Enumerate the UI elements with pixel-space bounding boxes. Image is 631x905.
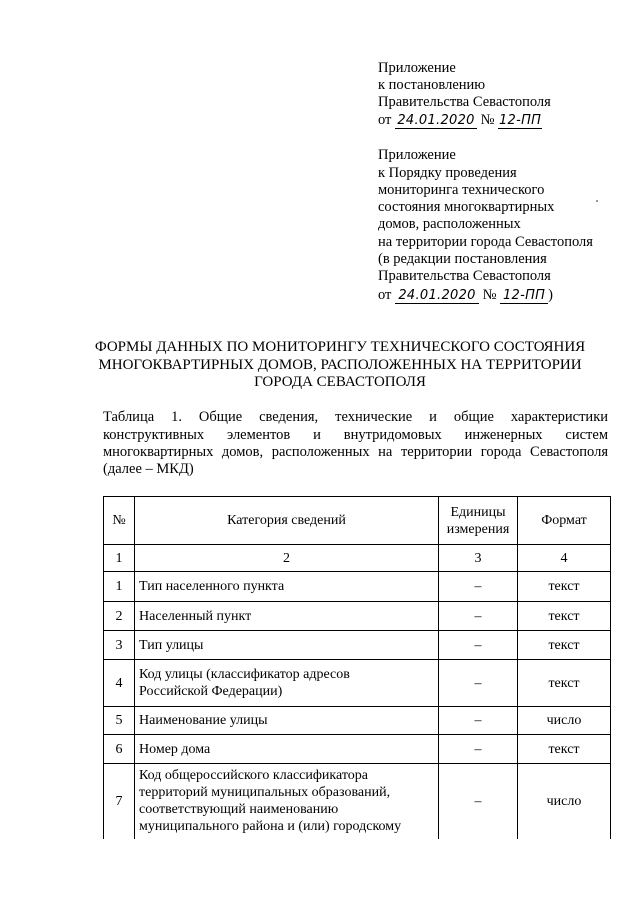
annex1-date-line bbox=[378, 112, 542, 129]
caption-line1: Таблица 1. Общие сведения, технические и общие характеристики bbox=[103, 409, 608, 425]
annex1-date-prefix: от bbox=[378, 112, 392, 128]
row-number: 1 bbox=[104, 572, 135, 602]
annex2-date-line bbox=[378, 287, 553, 304]
header-category: Категория сведений bbox=[135, 497, 439, 545]
row-category: Тип населенного пункта bbox=[135, 572, 439, 602]
index-cell: 1 bbox=[104, 545, 135, 572]
table-row bbox=[104, 572, 611, 602]
annex2-number-prefix: № bbox=[482, 287, 497, 303]
row-units: – bbox=[439, 660, 518, 707]
row-format: текст bbox=[518, 631, 611, 660]
row-number: 7 bbox=[104, 764, 135, 839]
caption-line2: конструктивных элементов и внутридомовых инженерных систем bbox=[103, 427, 608, 443]
table-index-row bbox=[104, 545, 611, 572]
row-category: Наименование улицы bbox=[135, 707, 439, 735]
annex1-line2: к постановлению bbox=[378, 77, 486, 93]
annex1-date-handwritten: 24.01.2020 bbox=[395, 114, 477, 129]
row-category-line: Российской Федерации) bbox=[139, 684, 283, 699]
index-cell: 4 bbox=[518, 545, 611, 572]
annex2-line1: Приложение bbox=[378, 147, 456, 163]
row-units: – bbox=[439, 735, 518, 764]
row-number: 4 bbox=[104, 660, 135, 707]
annex2-line6: на территории города Севастополя bbox=[378, 234, 593, 250]
header-number: № bbox=[104, 497, 135, 545]
annex2-line3: мониторинга технического bbox=[378, 182, 545, 198]
annex2-line7: (в редакции постановления bbox=[378, 251, 547, 267]
row-number: 6 bbox=[104, 735, 135, 764]
index-cell: 2 bbox=[135, 545, 439, 572]
annex1-line1: Приложение bbox=[378, 60, 456, 76]
header-units bbox=[439, 497, 518, 545]
header-units-line1: Единицы bbox=[450, 504, 506, 520]
row-units: – bbox=[439, 764, 518, 839]
row-category bbox=[135, 764, 439, 839]
row-category-line: соответствующий наименованию bbox=[139, 802, 339, 818]
row-category-line: территорий муниципальных образований, bbox=[139, 785, 391, 801]
header-units-line2: измерения bbox=[446, 521, 510, 537]
annex2-close-paren: ) bbox=[548, 287, 553, 303]
data-table bbox=[103, 496, 611, 839]
table-row bbox=[104, 707, 611, 735]
caption-line4: (далее – МКД) bbox=[103, 461, 194, 477]
table-row bbox=[104, 735, 611, 764]
annex2-number-handwritten: 12-ПП bbox=[500, 289, 548, 304]
caption-line3: многоквартирных домов, расположенных на территории города Севастополя bbox=[103, 444, 608, 460]
row-category: Номер дома bbox=[135, 735, 439, 764]
row-units: – bbox=[439, 631, 518, 660]
row-format: текст bbox=[518, 572, 611, 602]
row-category-line: Код улицы (классификатор адресов bbox=[139, 667, 350, 682]
row-units: – bbox=[439, 572, 518, 602]
row-units: – bbox=[439, 602, 518, 631]
title-line1: ФОРМЫ ДАННЫХ ПО МОНИТОРИНГУ ТЕХНИЧЕСКОГО СОСТОЯНИЯ bbox=[94, 339, 586, 355]
table-row bbox=[104, 631, 611, 660]
annex2-line2: к Порядку проведения bbox=[378, 165, 517, 181]
row-category-line: муниципального района и (или) городскому bbox=[139, 819, 402, 835]
table-row bbox=[104, 602, 611, 631]
table-row bbox=[104, 660, 611, 707]
annex1-line3: Правительства Севастополя bbox=[378, 94, 551, 110]
row-category: Тип улицы bbox=[135, 631, 439, 660]
title-line2: МНОГОКВАРТИРНЫХ ДОМОВ, РАСПОЛОЖЕННЫХ НА ТЕРРИТОРИИ bbox=[98, 357, 582, 373]
row-format: число bbox=[518, 764, 611, 839]
annex2-line8: Правительства Севастополя bbox=[378, 268, 551, 284]
annex2-line5: домов, расположенных bbox=[378, 216, 521, 232]
row-number: 5 bbox=[104, 707, 135, 735]
annex1-number-handwritten: 12-ПП bbox=[498, 113, 542, 128]
index-cell: 3 bbox=[439, 545, 518, 572]
row-number: 3 bbox=[104, 631, 135, 660]
row-format: текст bbox=[518, 660, 611, 707]
row-category bbox=[135, 660, 439, 707]
row-category-line: Код общероссийского классификатора bbox=[139, 768, 369, 784]
annex2-line4: состояния многоквартирных bbox=[378, 199, 555, 215]
row-category: Населенный пункт bbox=[135, 602, 439, 631]
row-format: число bbox=[518, 707, 611, 735]
header-format: Формат bbox=[518, 497, 611, 545]
row-format: текст bbox=[518, 602, 611, 631]
annex2-date-handwritten: 24.01.2020 bbox=[395, 289, 479, 304]
row-number: 2 bbox=[104, 602, 135, 631]
annex1-number-prefix: № bbox=[480, 112, 495, 128]
scan-speck bbox=[596, 200, 598, 202]
title-line3: ГОРОДА СЕВАСТОПОЛЯ bbox=[254, 374, 426, 390]
table-header-row bbox=[104, 497, 611, 545]
table-row bbox=[104, 764, 611, 839]
annex2-date-prefix: от bbox=[378, 287, 392, 303]
row-units: – bbox=[439, 707, 518, 735]
row-format: текст bbox=[518, 735, 611, 764]
